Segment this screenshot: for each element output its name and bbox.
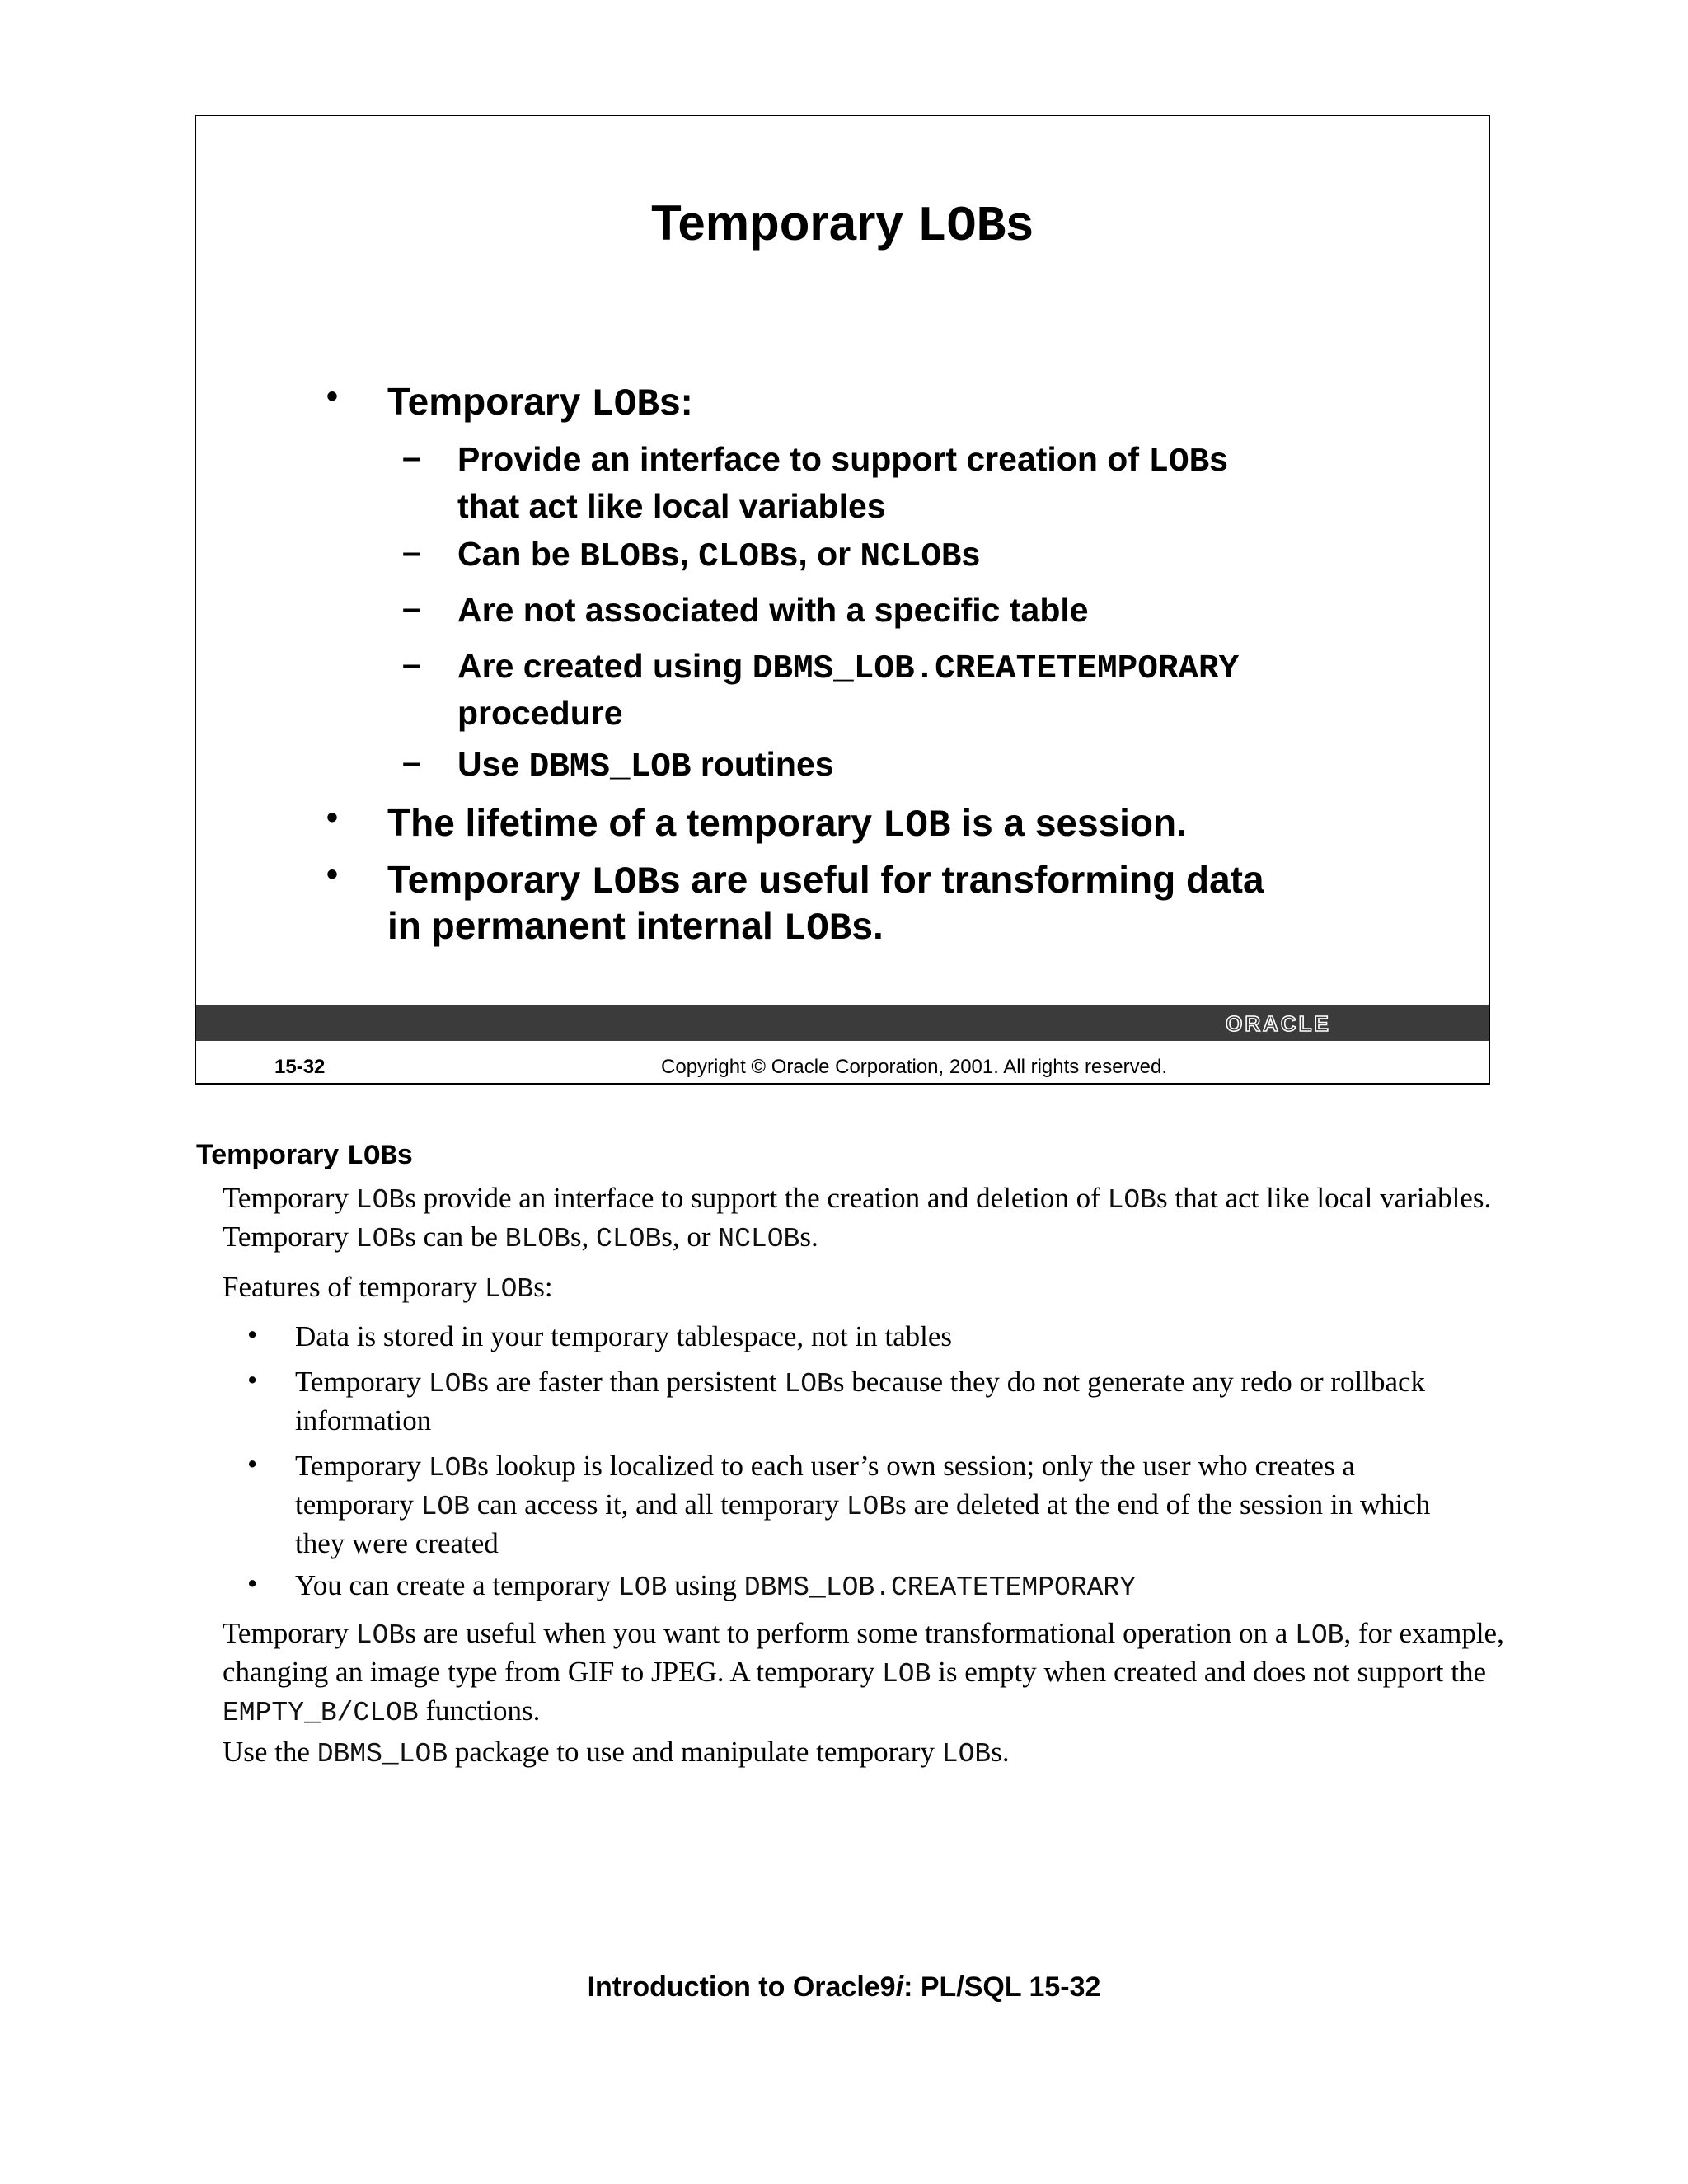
slide-copyright: Copyright © Oracle Corporation, 2001. All rights reserved. <box>661 1056 1167 1078</box>
feature-item-2: Temporary LOBs are faster than persistent LOBs because they do not generate any redo or rollback information <box>295 1366 1426 1436</box>
slide-sub-3: Are not associated with a specific table <box>457 591 1089 629</box>
page-footer: Introduction to Oracle9i: PL/SQL 15-32 <box>587 1971 1101 2003</box>
slide-footer-bar <box>196 1005 1489 1041</box>
notes-paragraph-1: Temporary LOBs provide an interface to support the creation and deletion of LOBs that act like local variables. Temporary LOBs can be BLOBs, CLOBs, or NCLOBs. <box>223 1182 1492 1254</box>
bullet-marker: • <box>326 378 339 415</box>
dash-marker: – <box>402 744 421 780</box>
bullet-marker: • <box>247 1364 258 1396</box>
slide-sub-4: Are created using DBMS_LOB.CREATETEMPORARY procedure <box>457 647 1240 732</box>
notes-paragraph-3: Use the DBMS_LOB package to use and manipulate temporary LOBs. <box>223 1736 1010 1769</box>
feature-item-1: Data is stored in your temporary tablespace, not in tables <box>295 1320 952 1352</box>
feature-item-3: Temporary LOBs lookup is localized to each user’s own session; only the user who creates a temporary LOB can access it, and all temporary LOBs are deleted at the end of the session in which they were created <box>295 1450 1431 1559</box>
slide-frame <box>195 115 1490 1085</box>
feature-item-4: You can create a temporary LOB using DBMS_LOB.CREATETEMPORARY <box>295 1569 1137 1603</box>
dash-marker: – <box>402 590 421 626</box>
slide-sub-1: Provide an interface to support creation of LOBs that act like local variables <box>457 440 1228 525</box>
slide-bullet-1: Temporary LOBs: <box>387 380 693 426</box>
features-intro: Features of temporary LOBs: <box>223 1271 553 1305</box>
bullet-marker: • <box>247 1448 258 1480</box>
dash-marker: – <box>402 439 421 476</box>
notes-heading: Temporary LOBs <box>196 1139 413 1173</box>
bullet-marker: • <box>247 1319 258 1351</box>
bullet-marker: • <box>326 799 339 836</box>
dash-marker: – <box>402 646 421 682</box>
bullet-marker: • <box>247 1568 258 1600</box>
bullet-marker: • <box>326 856 339 893</box>
slide-bullet-3: Temporary LOBs are useful for transforming data in permanent internal LOBs. <box>387 858 1264 950</box>
dash-marker: – <box>402 534 421 570</box>
slide-sub-2: Can be BLOBs, CLOBs, or NCLOBs <box>457 535 981 576</box>
slide-title: Temporary LOBs <box>651 195 1034 255</box>
slide-sub-5: Use DBMS_LOB routines <box>457 745 834 786</box>
slide-number: 15-32 <box>274 1056 326 1078</box>
svg-text:ORACLE: ORACLE <box>1226 1011 1331 1036</box>
oracle-logo-icon <box>1200 1010 1357 1037</box>
slide-bullet-2: The lifetime of a temporary LOB is a session. <box>387 801 1187 847</box>
notes-paragraph-2: Temporary LOBs are useful when you want to perform some transformational operation on a LOB, for example, changing an image type from GIF to JPEG. A temporary LOB is empty when created and does not support the EMPTY_B/CLOB functions. <box>223 1617 1504 1728</box>
